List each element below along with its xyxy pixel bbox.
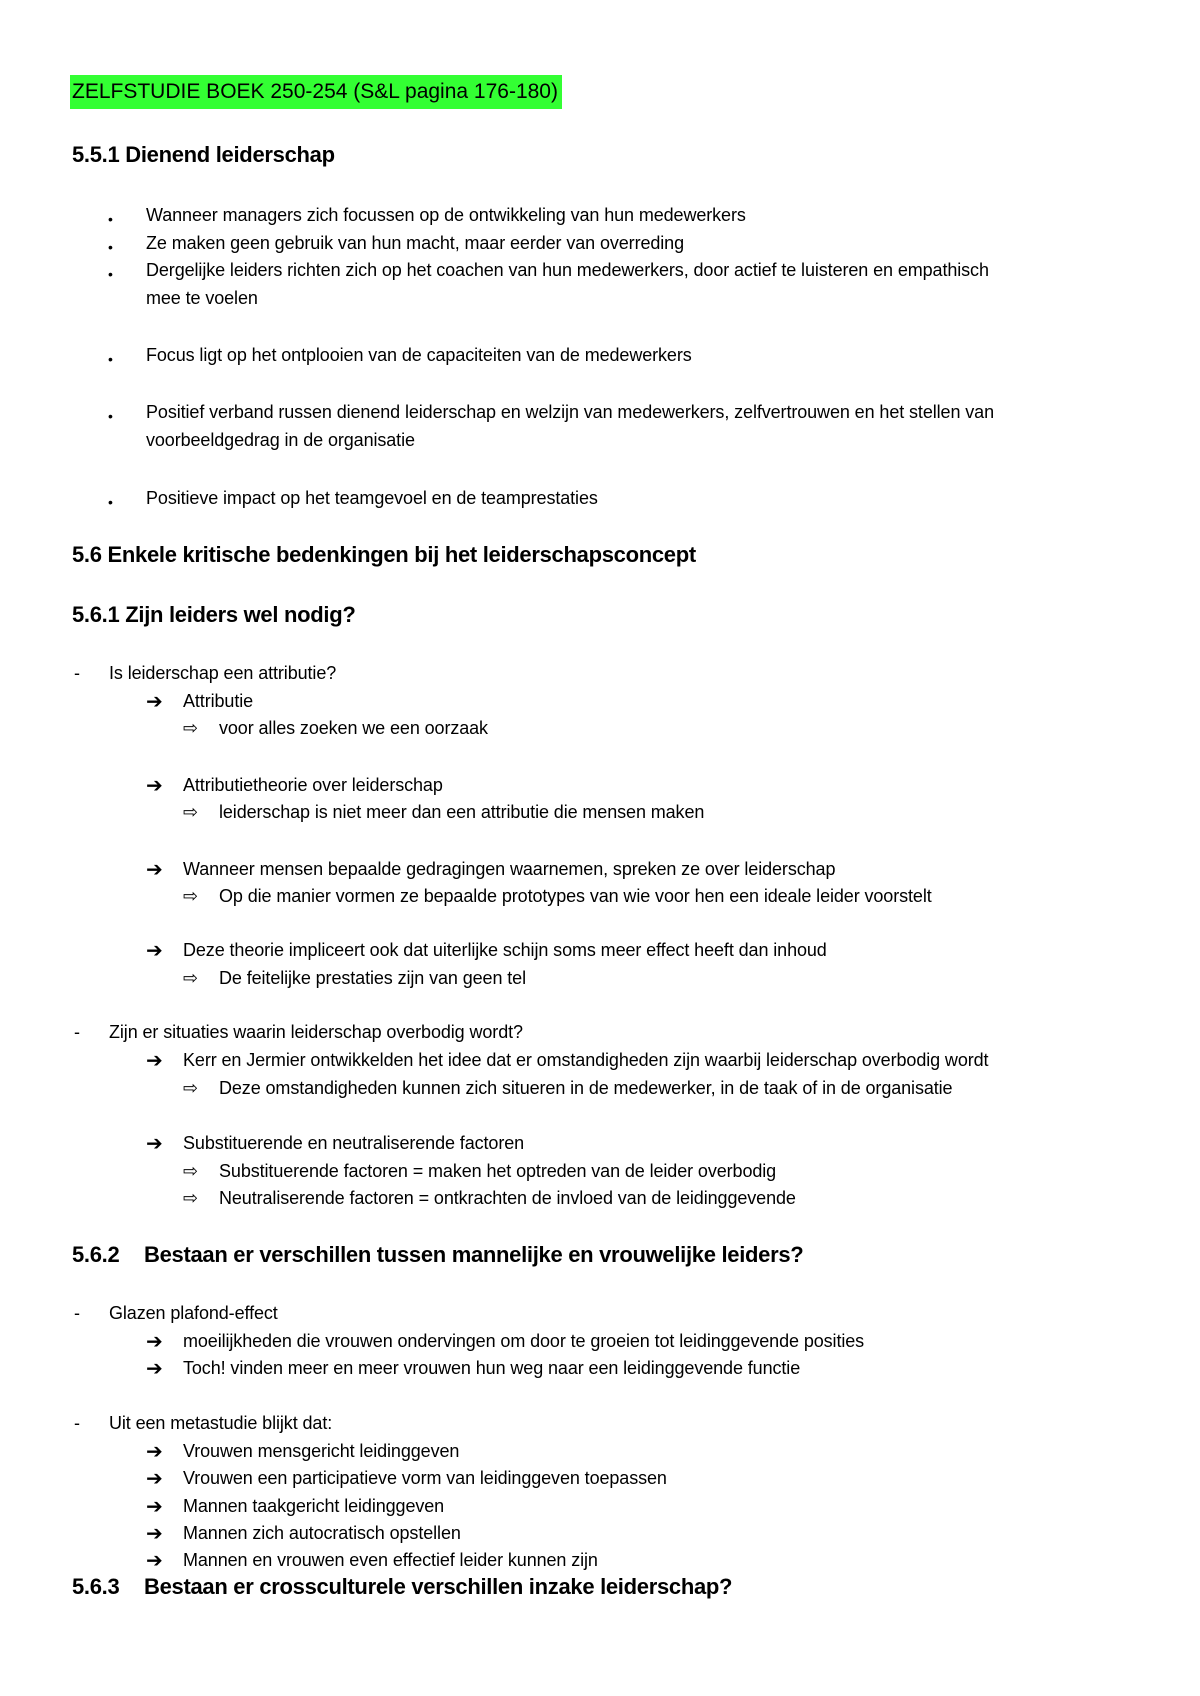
heading-number: 5.6.3 bbox=[72, 1574, 120, 1599]
arrow-icon: ➔ bbox=[146, 1133, 163, 1155]
sub-arrow-icon: ⇨ bbox=[183, 1078, 199, 1098]
sub-arrow-icon: ⇨ bbox=[183, 1161, 199, 1181]
list-item: Mannen en vrouwen even effectief leider kunnen zijn bbox=[183, 1550, 598, 1570]
bullet-text-continuation: voorbeeldgedrag in de organisatie bbox=[146, 430, 415, 450]
bullet-marker: • bbox=[108, 211, 113, 227]
bullet-marker: • bbox=[108, 239, 113, 255]
arrow-icon: ➔ bbox=[146, 1331, 163, 1353]
bullet-text: Positief verband russen dienend leiderschap en welzijn van medewerkers, zelfvertrouwen en het stellen van bbox=[146, 402, 994, 422]
list-item: Substituerende en neutraliserende factoren bbox=[183, 1133, 525, 1153]
arrow-icon: ➔ bbox=[146, 859, 163, 881]
list-item: Uit een metastudie blijkt dat: bbox=[109, 1413, 333, 1433]
arrow-icon: ➔ bbox=[146, 691, 163, 713]
list-item: Deze theorie impliceert ook dat uiterlijke schijn soms meer effect heeft dan inhoud bbox=[183, 940, 827, 960]
list-item: Attributietheorie over leiderschap bbox=[183, 775, 443, 795]
list-item: Toch! vinden meer en meer vrouwen hun weg naar een leidinggevende functie bbox=[183, 1358, 801, 1378]
document-title: ZELFSTUDIE BOEK 250-254 (S&L pagina 176-180) bbox=[70, 75, 562, 109]
bullet-text: Positieve impact op het teamgevoel en de teamprestaties bbox=[146, 488, 598, 508]
heading-5-6-3 bbox=[72, 1574, 732, 1600]
bullet-text-continuation: mee te voelen bbox=[146, 288, 258, 308]
list-item: Zijn er situaties waarin leiderschap overbodig wordt? bbox=[109, 1022, 523, 1042]
heading-5-6-2 bbox=[72, 1242, 803, 1268]
arrow-icon: ➔ bbox=[146, 1496, 163, 1518]
heading-text: Bestaan er crossculturele verschillen inzake leiderschap? bbox=[144, 1574, 733, 1599]
dash-marker: - bbox=[74, 1303, 80, 1323]
bullet-text: Wanneer managers zich focussen op de ontwikkeling van hun medewerkers bbox=[146, 205, 746, 225]
dash-marker: - bbox=[74, 1413, 80, 1433]
bullet-marker: • bbox=[108, 408, 113, 424]
list-item: De feitelijke prestaties zijn van geen tel bbox=[219, 968, 526, 988]
list-item: Glazen plafond-effect bbox=[109, 1303, 278, 1323]
list-item: moeilijkheden die vrouwen ondervingen om door te groeien tot leidinggevende posities bbox=[183, 1331, 865, 1351]
heading-5-6: 5.6 Enkele kritische bedenkingen bij het leiderschapsconcept bbox=[72, 542, 696, 567]
list-item: Attributie bbox=[183, 691, 254, 711]
list-item: Op die manier vormen ze bepaalde prototypes van wie voor hen een ideale leider voorstelt bbox=[219, 886, 932, 906]
arrow-icon: ➔ bbox=[146, 1468, 163, 1490]
sub-arrow-icon: ⇨ bbox=[183, 802, 199, 822]
heading-5-5-1: 5.5.1 Dienend leiderschap bbox=[72, 142, 335, 167]
bullet-marker: • bbox=[108, 494, 113, 510]
sub-arrow-icon: ⇨ bbox=[183, 718, 199, 738]
arrow-icon: ➔ bbox=[146, 1550, 163, 1572]
list-item: Deze omstandigheden kunnen zich situeren in de medewerker, in de taak of in de organisatie bbox=[219, 1078, 953, 1098]
arrow-icon: ➔ bbox=[146, 1358, 163, 1380]
bullet-text: Focus ligt op het ontplooien van de capaciteiten van de medewerkers bbox=[146, 345, 692, 365]
arrow-icon: ➔ bbox=[146, 1441, 163, 1463]
list-item: Vrouwen mensgericht leidinggeven bbox=[183, 1441, 460, 1461]
bullet-marker: • bbox=[108, 351, 113, 367]
list-item: Substituerende factoren = maken het optreden van de leider overbodig bbox=[219, 1161, 777, 1181]
heading-number: 5.6.2 bbox=[72, 1242, 120, 1267]
list-item: Wanneer mensen bepaalde gedragingen waarnemen, spreken ze over leiderschap bbox=[183, 859, 836, 879]
list-item: Is leiderschap een attributie? bbox=[109, 663, 337, 683]
list-item: Neutraliserende factoren = ontkrachten de invloed van de leidinggevende bbox=[219, 1188, 796, 1208]
heading-5-6-1: 5.6.1 Zijn leiders wel nodig? bbox=[72, 602, 356, 627]
sub-arrow-icon: ⇨ bbox=[183, 968, 199, 988]
heading-text: Bestaan er verschillen tussen mannelijke en vrouwelijke leiders? bbox=[144, 1242, 804, 1267]
arrow-icon: ➔ bbox=[146, 1523, 163, 1545]
list-item: Kerr en Jermier ontwikkelden het idee dat er omstandigheden zijn waarbij leiderschap overbodig wordt bbox=[183, 1050, 989, 1070]
arrow-icon: ➔ bbox=[146, 940, 163, 962]
arrow-icon: ➔ bbox=[146, 1050, 163, 1072]
list-item: Mannen zich autocratisch opstellen bbox=[183, 1523, 461, 1543]
list-item: voor alles zoeken we een oorzaak bbox=[219, 718, 488, 738]
list-item: Vrouwen een participatieve vorm van leidinggeven toepassen bbox=[183, 1468, 667, 1488]
arrow-icon: ➔ bbox=[146, 775, 163, 797]
dash-marker: - bbox=[74, 1022, 80, 1042]
list-item: Mannen taakgericht leidinggeven bbox=[183, 1496, 445, 1516]
bullet-text: Dergelijke leiders richten zich op het coachen van hun medewerkers, door actief te luisteren en empathisch bbox=[146, 260, 989, 280]
bullet-marker: • bbox=[108, 266, 113, 282]
sub-arrow-icon: ⇨ bbox=[183, 1188, 199, 1208]
sub-arrow-icon: ⇨ bbox=[183, 886, 199, 906]
dash-marker: - bbox=[74, 663, 80, 683]
list-item: leiderschap is niet meer dan een attributie die mensen maken bbox=[219, 802, 705, 822]
bullet-text: Ze maken geen gebruik van hun macht, maar eerder van overreding bbox=[146, 233, 685, 253]
